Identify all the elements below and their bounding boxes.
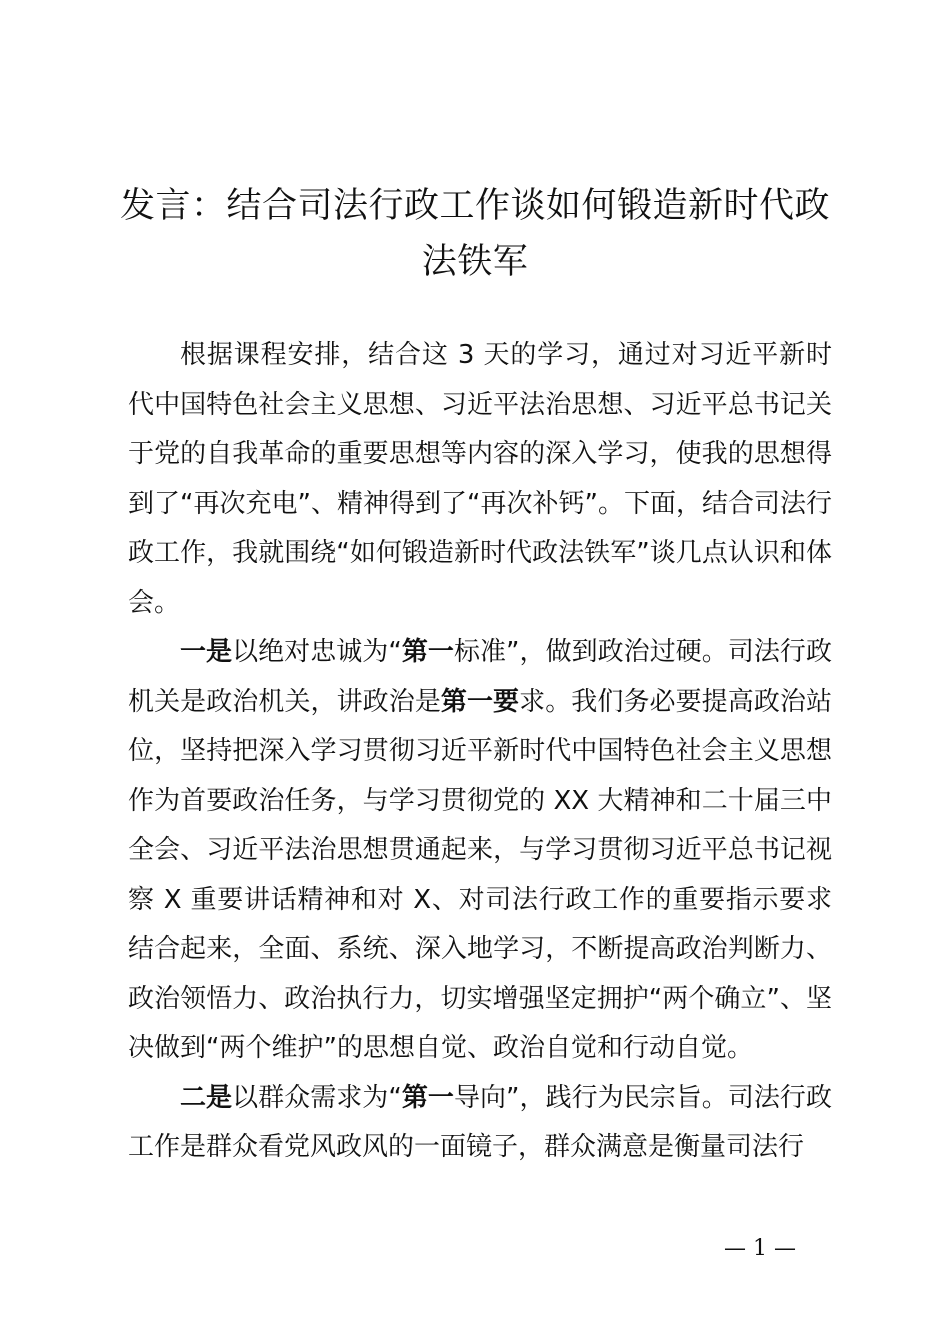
document-title <box>110 178 840 290</box>
text-segment: 导向”，践行为民宗旨。司法行政工作是群众看党风政风的一面镜子，群众满意是衡量司法行 <box>128 1082 832 1162</box>
bold-emphasis: 第一 <box>401 637 454 667</box>
bold-emphasis: 第一要 <box>440 686 520 717</box>
bold-lead: 一是 <box>180 637 233 667</box>
title-line-1: 发言：结合司法行政工作谈如何锻造新时代政 <box>119 186 830 226</box>
text-segment: 以群众需求为“ <box>232 1082 402 1113</box>
paragraph-point-one <box>128 628 832 1074</box>
title-line-2: 法铁军 <box>421 242 529 282</box>
text-segment: 标准”，做到政治过硬。司法行政机关是政治机关，讲政治是 <box>128 637 832 717</box>
text-segment: 以绝对忠诚为“ <box>232 637 402 667</box>
document-body <box>128 331 832 1173</box>
paragraph-intro: 根据课程安排，结合这 3 天的学习，通过对习近平新时代中国特色社会主义思想、习近平法治思想、习近平总书记关于党的自我革命的重要思想等内容的深入学习，使我的思想得到了“再次充电”、精神得到了“再次补钙”。下面，结合司法行政工作，我就围绕“如何锻造新时代政法铁军”谈几点认识和体会。 <box>128 340 832 618</box>
text-segment: 求。我们务必要提高政治站位，坚持把深入学习贯彻习近平新时代中国特色社会主义思想作为首要政治任务，与学习贯彻党的 XX 大精神和二十届三中全会、习近平法治思想贯通起来，与学习贯彻习近平总书记视察 X 重要讲话精神和对 X、对司法行政工作的重要指示要求结合起来，全面、系统、深入地学习，不断提高政治判断力、政治领悟力、政治执行力，切实增强坚定拥护“两个确立”、坚决做到“两个维护”的思想自觉、政治自觉和行动自觉。 <box>128 686 832 1063</box>
page-number: — 1 — <box>724 1236 796 1261</box>
bold-emphasis: 第一 <box>401 1082 454 1113</box>
bold-lead: 二是 <box>180 1082 233 1113</box>
paragraph-point-two <box>128 1074 832 1173</box>
